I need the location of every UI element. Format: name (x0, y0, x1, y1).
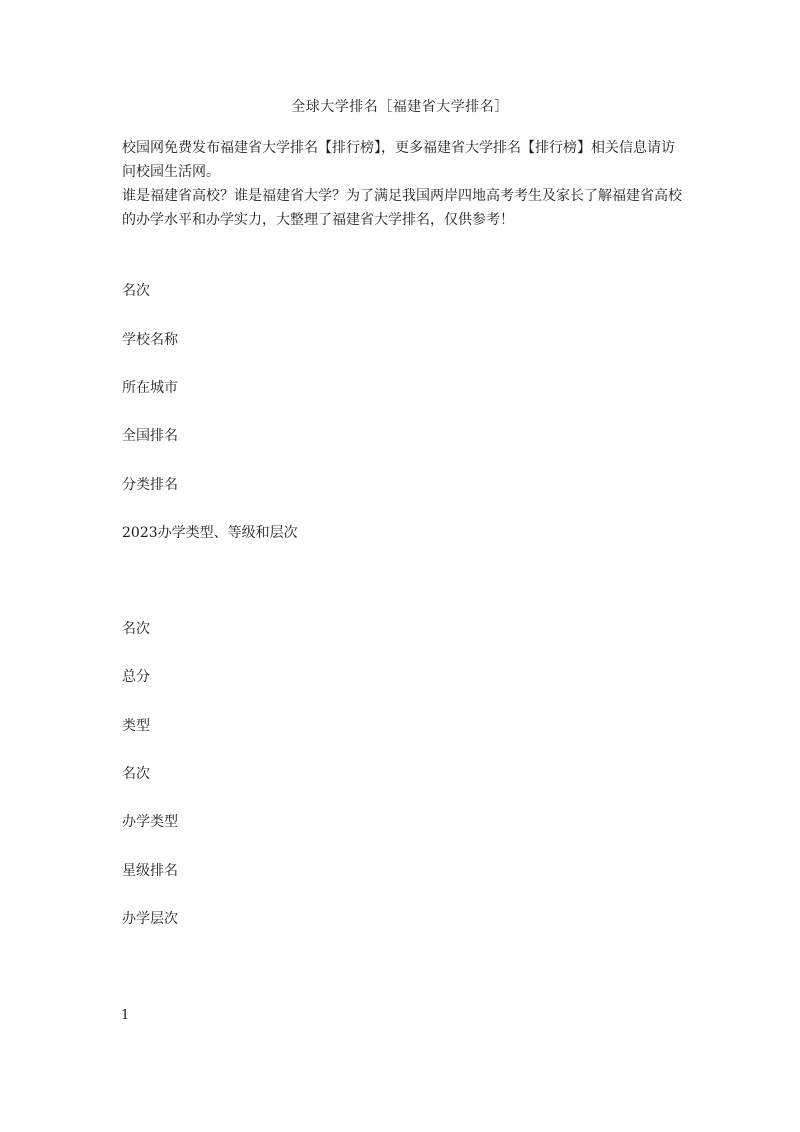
intro-paragraph: 校园网免费发布福建省大学排名【排行榜】，更多福建省大学排名【排行榜】相关信息请访问校园生活网。 (122, 140, 675, 180)
field-label: 类型 (122, 718, 150, 734)
page-number: 1 (121, 1008, 130, 1023)
intro-text (122, 136, 682, 232)
field-label: 分类排名 (122, 477, 178, 493)
field-label: 办学层次 (122, 911, 178, 927)
document-title: 全球大学排名［福建省大学排名］ (291, 99, 509, 115)
field-label: 学校名称 (122, 332, 178, 348)
field-label: 名次 (122, 766, 150, 782)
field-label: 名次 (122, 621, 150, 637)
field-label: 所在城市 (122, 380, 178, 396)
field-label: 总分 (122, 669, 150, 685)
field-label: 2023办学类型、等级和层次 (122, 525, 298, 541)
field-label: 星级排名 (122, 863, 178, 879)
field-label: 名次 (122, 283, 150, 299)
field-label: 办学类型 (122, 814, 178, 830)
field-label: 全国排名 (122, 428, 178, 444)
intro-paragraph: 谁是福建省高校？谁是福建省大学？为了满足我国两岸四地高考考生及家长了解福建省高校的办学水平和办学实力，大整理了福建省大学排名，仅供参考！ (122, 188, 682, 228)
